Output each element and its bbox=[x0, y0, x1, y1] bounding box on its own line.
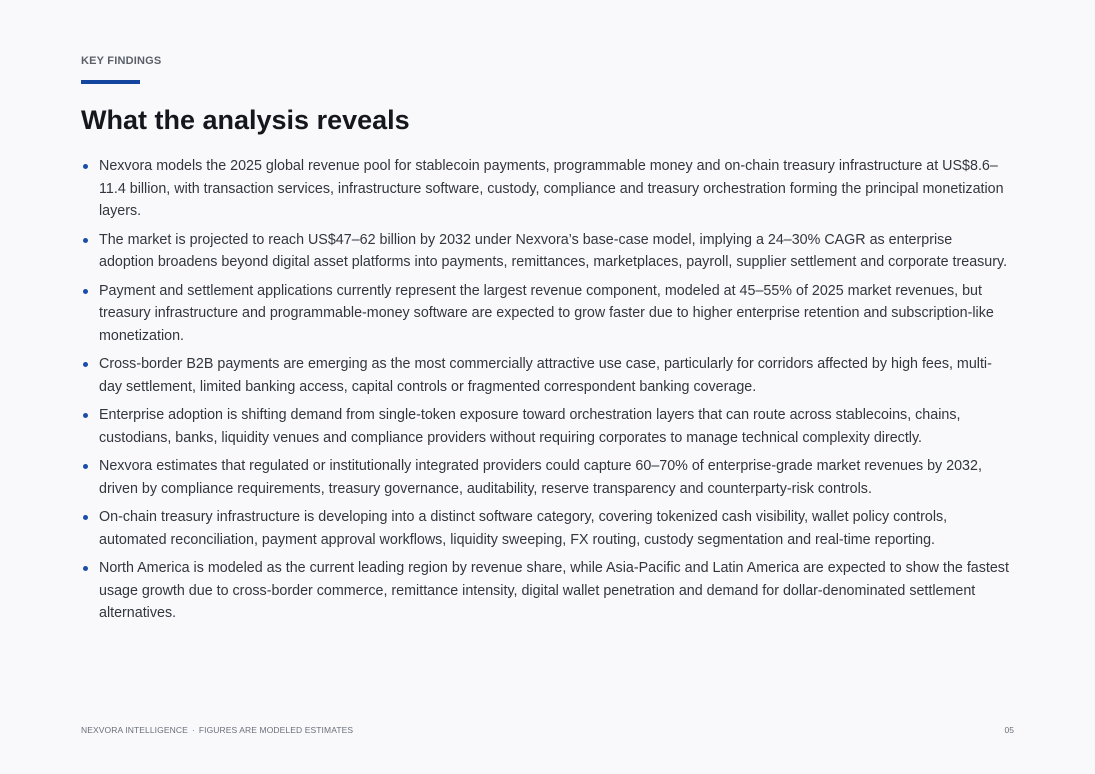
footer-separator: · bbox=[191, 725, 195, 735]
bullet-icon bbox=[83, 515, 88, 520]
bullet-icon bbox=[83, 362, 88, 367]
finding-text: North America is modeled as the current leading region by revenue share, while Asia-Pacific and Latin America are expected to show the fastest usage growth due to cross-border commerce, remittance intensity, digital wallet penetration and demand for dollar-denominated settlement alternatives. bbox=[99, 560, 1009, 622]
finding-text: Nexvora models the 2025 global revenue pool for stablecoin payments, programmable money and on-chain treasury infrastructure at US$8.6–11.4 billion, with transaction services, infrastructure software, custody, compliance and treasury orchestration forming the principal monetization layers. bbox=[99, 158, 1004, 220]
findings-list bbox=[81, 155, 1011, 631]
accent-bar bbox=[81, 80, 140, 84]
finding-text: Cross-border B2B payments are emerging as the most commercially attractive use case, particularly for corridors affected by high fees, multi-day settlement, limited banking access, capital controls or fragmented correspondent banking coverage. bbox=[99, 356, 992, 395]
bullet-icon bbox=[83, 238, 88, 243]
finding-text: Enterprise adoption is shifting demand from single-token exposure toward orchestration layers that can route across stablecoins, chains, custodians, banks, liquidity venues and compliance providers without requiring corporates to manage technical complexity directly. bbox=[99, 407, 961, 446]
page-number: 05 bbox=[1004, 725, 1014, 735]
section-eyebrow: KEY FINDINGS bbox=[81, 55, 162, 67]
finding-text: Nexvora estimates that regulated or institutionally integrated providers could capture 60–70% of enterprise-grade market revenues by 2032, driven by compliance requirements, treasury governance, auditability, reserve transparency and counterparty-risk controls. bbox=[99, 458, 982, 497]
finding-text: On-chain treasury infrastructure is developing into a distinct software category, covering tokenized cash visibility, wallet policy controls, automated reconciliation, payment approval workflows, liquidity sweeping, FX routing, custody segmentation and real-time reporting. bbox=[99, 509, 948, 548]
bullet-icon bbox=[83, 566, 88, 571]
bullet-icon bbox=[83, 464, 88, 469]
finding-item bbox=[81, 229, 1011, 274]
finding-item bbox=[81, 353, 1011, 398]
finding-item bbox=[81, 155, 1011, 223]
finding-text: Payment and settlement applications currently represent the largest revenue component, modeled at 45–55% of 2025 market revenues, but treasury infrastructure and programmable-money software are expected to grow faster due to higher enterprise retention and subscription-like monetization. bbox=[99, 282, 994, 344]
finding-text: The market is projected to reach US$47–62 billion by 2032 under Nexvora’s base-case model, implying a 24–30% CAGR as enterprise adoption broadens beyond digital asset platforms into payments, remittances, marketplaces, payroll, supplier settlement and corporate treasury. bbox=[99, 231, 1008, 271]
bullet-icon bbox=[83, 413, 88, 418]
footer-note bbox=[81, 725, 353, 735]
bullet-icon bbox=[83, 289, 88, 294]
finding-item bbox=[81, 506, 1011, 551]
bullet-icon bbox=[83, 164, 88, 169]
page-title: What the analysis reveals bbox=[81, 105, 410, 135]
footer-disclaimer: FIGURES ARE MODELED ESTIMATES bbox=[198, 725, 354, 735]
footer-brand: NEXVORA INTELLIGENCE bbox=[81, 725, 188, 735]
finding-item bbox=[81, 455, 1011, 500]
finding-item bbox=[81, 404, 1011, 449]
finding-item bbox=[81, 557, 1011, 625]
finding-item bbox=[81, 280, 1011, 348]
